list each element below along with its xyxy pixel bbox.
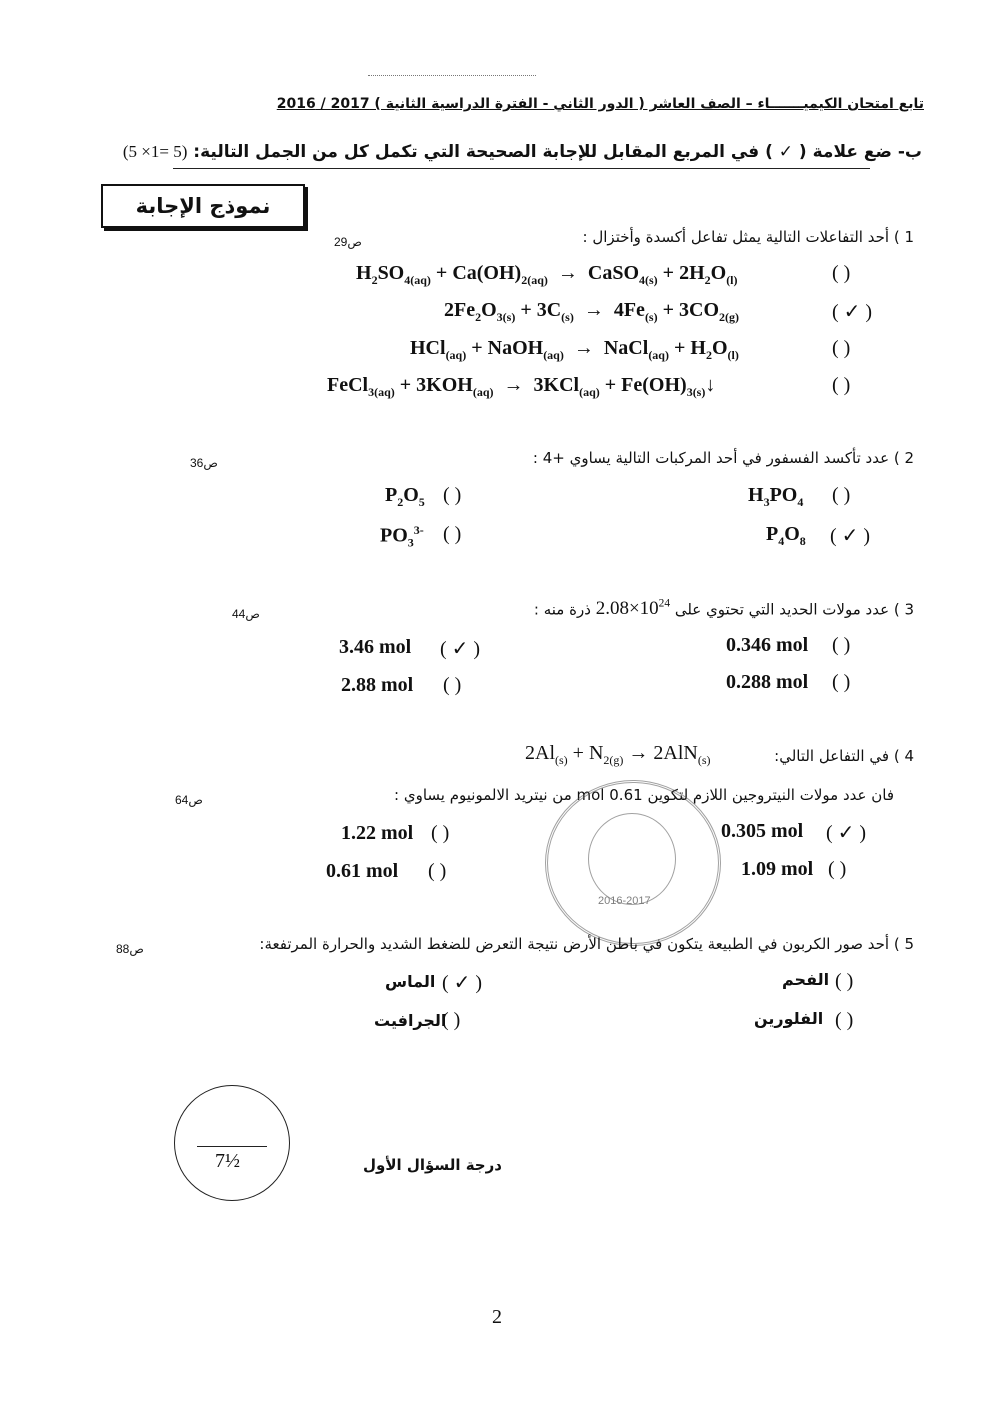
question-4-line2: فان عدد مولات النيتروجين اللازم لتكوين 0.61 mol من نيتريد الالمونيوم يساوي :	[394, 786, 894, 804]
page-ref-2: ص36	[190, 456, 218, 470]
q1-option-3-box[interactable]: ( )	[832, 337, 851, 359]
official-seal	[545, 780, 721, 946]
q2-option-h3po4-box[interactable]: ( )	[832, 484, 851, 506]
seal-year: 2016-2017	[598, 895, 651, 907]
q3-option-0346-box[interactable]: ( )	[832, 634, 851, 656]
q5-option-graphite: الجرافيت	[374, 1011, 447, 1030]
q5-option-graphite-box[interactable]: ( )	[442, 1009, 461, 1031]
q2-option-h3po4: $H_3PO_4$	[748, 484, 804, 509]
q5-option-coal-box[interactable]: ( )	[835, 970, 854, 992]
answer-model-stamp	[101, 184, 305, 228]
q5-option-diamond-box[interactable]: ( ✓ )	[442, 972, 483, 994]
question-text: أحد صور الكربون في الطبيعة يتكون في باطن الأرض نتيجة التعرض للضغط الشديد والحرارة المرتفعة:	[259, 935, 890, 953]
q1-option-1: $H_2SO_{4(aq)} + Ca(OH)_{2(aq)}$ → CaSO$_{4(s)}$ + $2H_2O_{(l)}$	[356, 262, 738, 287]
question-1	[583, 228, 914, 246]
q2-option-p2o5: $P_2O_5$	[385, 484, 425, 509]
page-ref-4: ص64	[175, 793, 203, 807]
page-ref-3: ص44	[232, 607, 260, 621]
q4-option-109: 1.09 mol	[741, 858, 814, 880]
page-ref-1: ص29	[334, 235, 362, 249]
q5-option-fullerene: الفلورين	[754, 1009, 824, 1028]
q4-option-109-box[interactable]: ( )	[828, 858, 847, 880]
q4-option-0305: 0.305 mol	[721, 820, 804, 842]
page-ref-5: ص88	[116, 942, 144, 956]
q2-option-p4o8-box[interactable]: ( ✓ )	[830, 525, 871, 547]
q3-option-0288: 0.288 mol	[726, 671, 809, 693]
question-4	[774, 747, 914, 765]
score-line	[197, 1146, 267, 1147]
q4-option-0305-box[interactable]: ( ✓ )	[826, 822, 867, 844]
q2-option-p2o5-box[interactable]: ( )	[443, 484, 462, 506]
instruction-line	[123, 142, 922, 162]
q1-option-4: FeCl$_{3(aq)}$ + $3KOH_{(aq)} \to 3KCl_{(aq)}$ + $Fe(OH)_{3(s)}↓$	[327, 374, 716, 399]
score-value: 7½	[215, 1150, 240, 1172]
exam-header: تابع امتحان الكيميـــــــاء – الصف العاشر ( الدور الثاني - الفترة الدراسية الثانية ) 2017 / 2016	[276, 96, 924, 112]
section-prefix: ب-	[897, 142, 922, 162]
q3-option-0288-box[interactable]: ( )	[832, 671, 851, 693]
question-text: أحد التفاعلات التالية يمثل تفاعل أكسدة وأختزال :	[582, 228, 890, 246]
q3-option-346: 3.46 mol	[339, 636, 412, 658]
q2-option-po3: $PO_3^{3-}$	[380, 523, 424, 550]
q1-option-2: $2Fe_2O_{3(s)} + 3C_{(s)} \to 4Fe_{(s)} + 3CO_{2(g)}$	[444, 299, 740, 324]
q3-option-288-box[interactable]: ( )	[443, 674, 462, 696]
q3-option-0346: 0.346 mol	[726, 634, 809, 656]
seal-inner-ring	[588, 813, 676, 905]
q4-equation: $2Al_{(s)} + N_{2(g)} \to 2AlN_{(s)}$	[525, 742, 711, 767]
q5-option-fullerene-box[interactable]: ( )	[835, 1009, 854, 1031]
question-text: في التفاعل التالي:	[774, 747, 890, 765]
question-number: 4 )	[893, 747, 914, 765]
q4-option-061-box[interactable]: ( )	[428, 860, 447, 882]
question-3	[534, 598, 914, 620]
score-circle	[174, 1085, 290, 1201]
q4-option-061: 0.61 mol	[326, 860, 399, 882]
question-number: 2 )	[893, 449, 914, 467]
q1-option-2-box[interactable]: ( ✓ )	[832, 301, 873, 323]
page-number: 2	[492, 1306, 502, 1328]
question-2	[533, 449, 914, 467]
header-dots	[368, 75, 536, 76]
answer-model-label: نموذج الإجابة	[135, 194, 271, 218]
q1-option-4-box[interactable]: ( )	[832, 374, 851, 396]
q1-option-1-box[interactable]: ( )	[832, 262, 851, 284]
instruction-text: ضع علامة ( ✓ ) في المربع المقابل للإجابة الصحيحة التي تكمل كل من الجمل التالية:	[193, 142, 892, 162]
question-number: 1 )	[893, 228, 914, 246]
q4-option-122-box[interactable]: ( )	[431, 822, 450, 844]
q2-option-p4o8: $P_4O_8$	[766, 523, 806, 548]
question-number: 5 )	[893, 935, 914, 953]
q3-option-288: 2.88 mol	[341, 674, 414, 696]
instruction-score: (5 =1× 5)	[122, 142, 188, 161]
q5-option-coal: الفحم	[782, 970, 830, 989]
q1-option-3: HCl$_{(aq)}$ + NaOH$_{(aq)}$ → NaCl$_{(aq)}$ + $H_2O_{(l)}$	[410, 337, 739, 362]
question-5	[259, 935, 914, 953]
question-text-end: ذرة منه :	[533, 600, 591, 619]
question-text: عدد مولات الحديد التي تحتوي على	[674, 600, 890, 619]
q5-option-diamond: الماس	[385, 972, 436, 991]
question-number: 3 )	[893, 600, 914, 619]
question-text: عدد تأكسد الفسفور في أحد المركبات التالية يساوي +4 :	[532, 449, 890, 467]
instruction-underline	[173, 168, 870, 169]
q2-option-po3-box[interactable]: ( )	[443, 523, 462, 545]
atom-count: $2.08\times 10^{24}$	[595, 598, 671, 620]
q4-option-122: 1.22 mol	[341, 822, 414, 844]
score-label: درجة السؤال الأول	[363, 1156, 502, 1174]
q3-option-346-box[interactable]: ( ✓ )	[440, 638, 481, 660]
